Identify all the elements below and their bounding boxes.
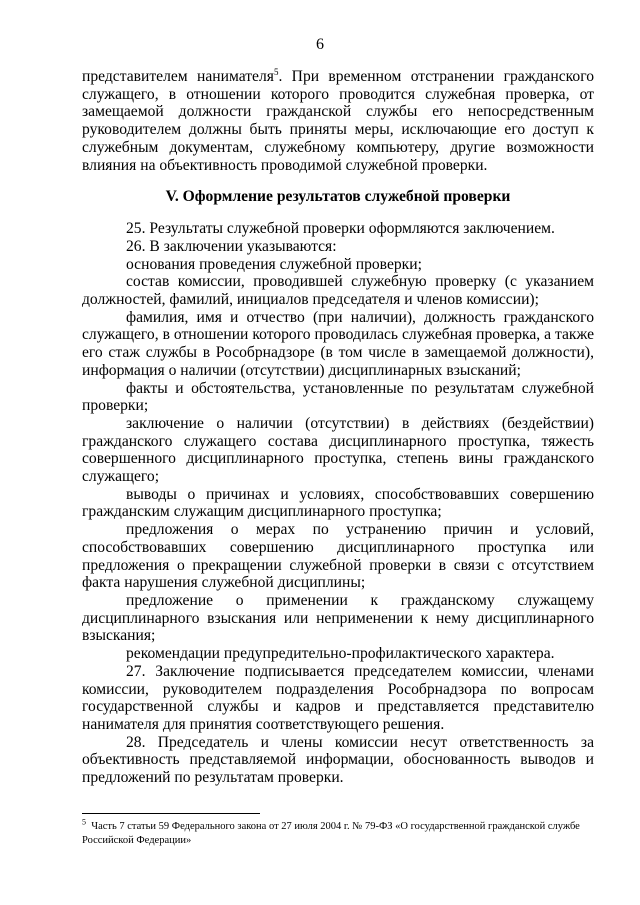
list-item-recommendations: рекомендации предупредительно-профилактического характера.: [126, 645, 555, 663]
footnote-marker: 5: [82, 817, 86, 827]
section-heading: V. Оформление результатов служебной проверки: [165, 188, 511, 206]
list-item-commission: состав комиссии, проводившей служебную проверку (с указанием должностей, фамилий, инициалов председателя и членов комиссии);: [82, 273, 594, 309]
paragraph-26: 26. В заключении указываются:: [126, 237, 337, 255]
footnote-reference: 5: [273, 66, 279, 77]
page-number: 6: [316, 36, 324, 53]
list-item-employee-info: фамилия, имя и отчество (при наличии), должность гражданского служащего, в отношении которого проводилась служебная проверка, а также его стаж службы в Рособрнадзоре (в том числе в замещаемой должности), информация о наличии (отсутствии) дисциплинарных взысканий;: [82, 308, 594, 379]
footnote: [82, 817, 594, 848]
list-item-proposals: предложения о мерах по устранению причин и условий, способствовавших совершению дисциплинарного проступка или предложения о прекращении служебной проверки в связи с отсутствием факта нарушения служебной дисциплины;: [82, 521, 594, 592]
intro-lead: представителем нанимателя: [82, 68, 274, 85]
footnote-divider: [82, 813, 260, 814]
intro-rest: . При временном отстранении гражданского служащего, в отношении которого проводится служебная проверка, от замещаемой должности гражданской службы его непосредственным руководителем должны быть приняты меры, исключающие его доступ к служебным документам, служебному компьютеру, другие возможности влияния на объективность проводимой служебной проверки.: [82, 68, 594, 174]
list-item-facts: факты и обстоятельства, установленные по результатам служебной проверки;: [82, 379, 594, 415]
list-item-penalty: предложение о применении к гражданскому служащему дисциплинарного взыскания или неприменении к нему дисциплинарного взыскания;: [82, 591, 594, 645]
paragraph-28: 28. Председатель и члены комиссии несут ответственность за объективность представляемой информации, обоснованность выводов и предложений по результатам проверки.: [82, 733, 594, 787]
list-item-grounds: основания проведения служебной проверки;: [126, 255, 422, 273]
list-item-causes: выводы о причинах и условиях, способствовавших совершению гражданским служащим дисциплинарного проступка;: [82, 485, 594, 521]
footnote-text: Часть 7 статьи 59 Федерального закона от 27 июля 2004 г. № 79-ФЗ «О государственной гражданской службе Российской Федерации»: [82, 821, 580, 846]
list-item-conclusion: заключение о наличии (отсутствии) в действиях (бездействии) гражданского служащего состава дисциплинарного проступка, тяжесть совершенного дисциплинарного проступка, степень вины гражданского служащего;: [82, 414, 594, 486]
paragraph-25: 25. Результаты служебной проверки оформляются заключением.: [126, 220, 555, 238]
intro-paragraph: [82, 68, 594, 174]
document-body: [82, 68, 594, 787]
paragraph-27: 27. Заключение подписывается председателем комиссии, членами комиссии, руководителем подразделения Рособрнадзора по вопросам государственной службы и кадров и представляется представителю нанимателя для принятия соответствующего решения.: [82, 662, 594, 733]
